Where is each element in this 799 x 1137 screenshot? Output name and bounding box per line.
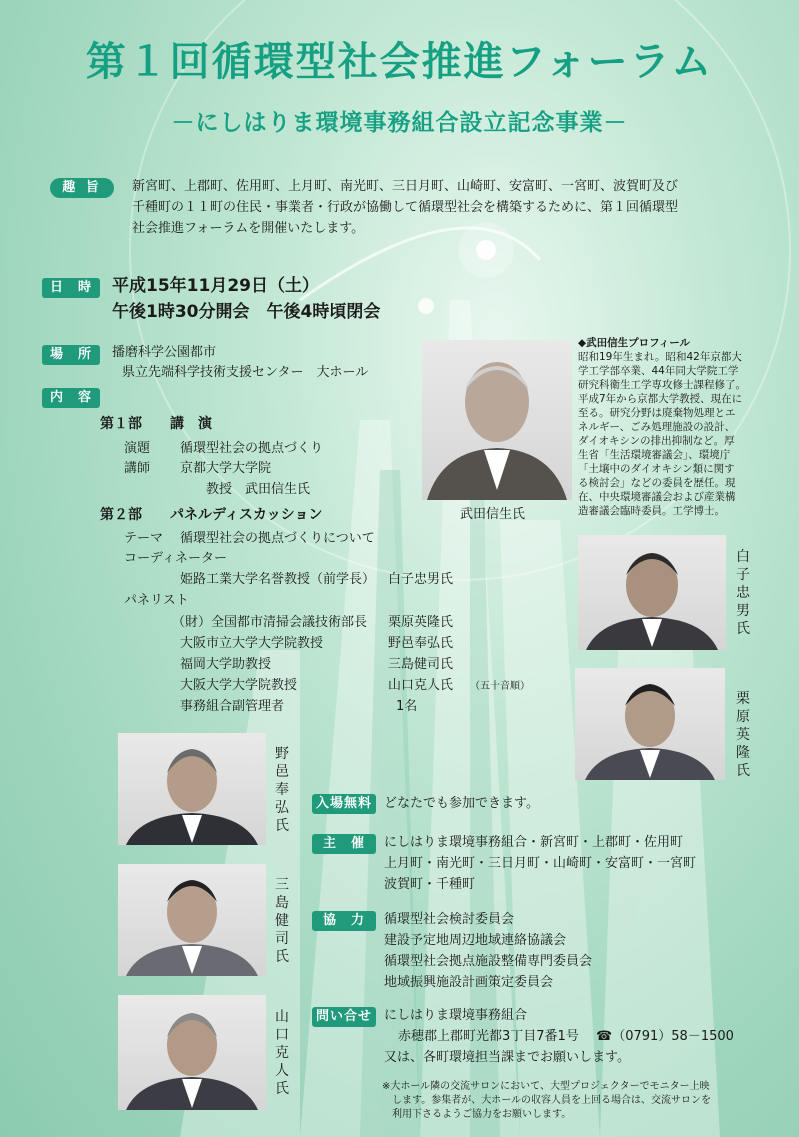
photo-yamaguchi — [118, 995, 266, 1110]
person-silhouette-icon — [118, 995, 266, 1110]
caption-takeda: 武田信生氏 — [460, 507, 526, 522]
page-subtitle: －にしはりま環境事務組合設立記念事業－ — [171, 110, 628, 136]
caption-yamaguchi: 山口克人氏 — [275, 1009, 289, 1097]
page-title: 第１回循環型社会推進フォーラム — [85, 39, 714, 85]
part1-theme: 循環型社会の拠点づくり — [180, 441, 324, 456]
panelist-name: 野邑奉弘氏 — [388, 636, 454, 651]
profile-line: 研究科衛生工学専攻修士課程修了。 — [578, 379, 746, 391]
panelists-label: パネリスト — [124, 593, 189, 608]
event-time: 午後1時30分開会 午後4時頃閉会 — [112, 302, 381, 322]
person-silhouette-icon — [578, 535, 726, 650]
panelist-org: （財）全国都市清掃会議技術部長 — [172, 615, 368, 630]
contact-name: にしはりま環境事務組合 — [384, 1008, 528, 1023]
venue-line2: 県立先端科学技術支援センター 大ホール — [122, 365, 369, 380]
caption-mishima: 三島健司氏 — [275, 877, 289, 965]
organizer-line: 波賀町・千種町 — [384, 877, 476, 892]
organizer-label: 主 催 — [312, 834, 376, 854]
coordinator-name: 白子忠男氏 — [388, 572, 454, 587]
cooperation-line: 循環型社会拠点施設整備専門委員会 — [384, 954, 593, 969]
profile-line: る検討会」などの委員を歴任。現 — [578, 477, 736, 489]
profile-line: 造審議会臨時委員。工学博士。 — [578, 505, 725, 517]
profile-line: 至る。研究分野は廃棄物処理とエ — [578, 407, 736, 419]
footnote-line: します。参集者が、大ホールの収容人員を上回る場合は、交流サロンを — [382, 1095, 711, 1106]
purpose-text — [132, 176, 772, 239]
panelist-name: 山口克人氏 — [388, 678, 454, 693]
photo-shirako — [578, 535, 726, 650]
cooperation-line: 地域振興施設計画策定委員会 — [384, 975, 554, 990]
venue-label: 場 所 — [42, 345, 100, 365]
contact-tel: ☎（0791）58－1500 — [596, 1029, 734, 1044]
footnote-line: ※大ホール隣の交流サロンにおいて、大型プロジェクターでモニター上映 — [382, 1081, 710, 1092]
panelist-name: 1名 — [396, 699, 418, 714]
footnote-line: 利用下さるようご協力をお願いします。 — [382, 1109, 572, 1120]
panelist-org: 大阪市立大学大学院教授 — [180, 636, 324, 651]
cooperation-line: 循環型社会検討委員会 — [384, 912, 515, 927]
profile-block — [578, 336, 788, 518]
panelist-org: 事務組合副管理者 — [180, 699, 285, 714]
profile-line: ネルギー、ごみ処理施設の設計、 — [578, 421, 736, 433]
profile-line: 「土壌中のダイオキシン類に関す — [578, 463, 735, 475]
organizer-text — [384, 832, 744, 895]
profile-heading: ◆武田信生プロフィール — [578, 337, 691, 349]
part2-heading: 第２部 パネルディスカッション — [100, 507, 323, 523]
contact-label: 問い合せ — [312, 1007, 376, 1027]
profile-line: 平成7年から京都大学教授、現在に — [578, 393, 743, 405]
person-silhouette-icon — [118, 864, 266, 976]
footnote — [382, 1080, 782, 1122]
organizer-line: 上月町・南光町・三日月町・山崎町・安富町・一宮町 — [384, 856, 697, 871]
panelist-name: 三島健司氏 — [388, 657, 454, 672]
person-silhouette-icon — [422, 340, 572, 500]
purpose-line: 社会推進フォーラムを開催いたします。 — [132, 221, 365, 236]
purpose-line: 新宮町、上郡町、佐用町、上月町、南光町、三日月町、山崎町、安富町、一宮町、波賀町及び — [132, 179, 679, 194]
coordinator-org: 姫路工業大学名誉教授（前学長） — [180, 572, 376, 587]
part2-theme: 循環型社会の拠点づくりについて — [180, 531, 375, 546]
event-date: 平成15年11月29日（土） — [112, 276, 319, 296]
caption-kurihara: 栗原英隆氏 — [736, 691, 750, 779]
person-silhouette-icon — [575, 668, 725, 780]
panelist-org: 大阪大学大学院教授 — [180, 678, 298, 693]
part1-lecturer-org: 京都大学大学院 — [180, 461, 272, 476]
part1-heading: 第１部 講 演 — [100, 416, 212, 432]
organizer-line: にしはりま環境事務組合・新宮町・上郡町・佐用町 — [384, 835, 684, 850]
contact-alt: 又は、各町環境担当課までお願いします。 — [384, 1050, 630, 1065]
photo-nomura — [118, 733, 266, 845]
profile-line: 生省「生活環境審議会」、環境庁 — [578, 449, 731, 461]
panelist-org: 福岡大学助教授 — [180, 657, 272, 672]
admission-label: 入場無料 — [312, 794, 376, 814]
photo-kurihara — [575, 668, 725, 780]
cooperation-line: 建設予定地周辺地域連絡協議会 — [384, 933, 567, 948]
contact-address: 赤穂郡上郡町光都3丁目7番1号 — [398, 1029, 579, 1044]
contents-label: 内 容 — [42, 388, 100, 408]
part1-lecturer-title: 教授 武田信生氏 — [206, 482, 311, 497]
purpose-line: 千種町の１１町の住民・事業者・行政が協働して循環型社会を構築するために、第１回循環型 — [132, 200, 679, 215]
part1-lecturer-label: 講師 — [124, 461, 151, 476]
profile-line: 在、中央環境審議会および産業構 — [578, 491, 736, 503]
profile-line: ダイオキシンの排出抑制など。厚 — [578, 435, 735, 447]
caption-nomura: 野邑奉弘氏 — [275, 746, 289, 834]
panelist-order-note: （五十音順） — [470, 681, 530, 692]
datetime-label: 日 時 — [42, 278, 100, 298]
panelist-name: 栗原英隆氏 — [388, 615, 454, 630]
part2-theme-label: テーマ — [124, 531, 164, 546]
part1-theme-label: 演題 — [124, 441, 151, 456]
photo-takeda — [422, 340, 572, 500]
caption-shirako: 白子忠男氏 — [736, 549, 750, 637]
coordinator-label: コーディネーター — [124, 551, 227, 566]
photo-mishima — [118, 864, 266, 976]
profile-line: 昭和19年生まれ。昭和42年京都大 — [578, 351, 742, 363]
cooperation-label: 協 力 — [312, 911, 376, 931]
profile-line: 学工学部卒業、44年同大学院工学 — [578, 365, 739, 377]
purpose-label: 趣 旨 — [50, 178, 114, 198]
person-silhouette-icon — [118, 733, 266, 845]
admission-text: どなたでも参加できます。 — [384, 796, 539, 811]
cooperation-text — [384, 909, 744, 993]
venue-line1: 播磨科学公園都市 — [112, 345, 217, 360]
